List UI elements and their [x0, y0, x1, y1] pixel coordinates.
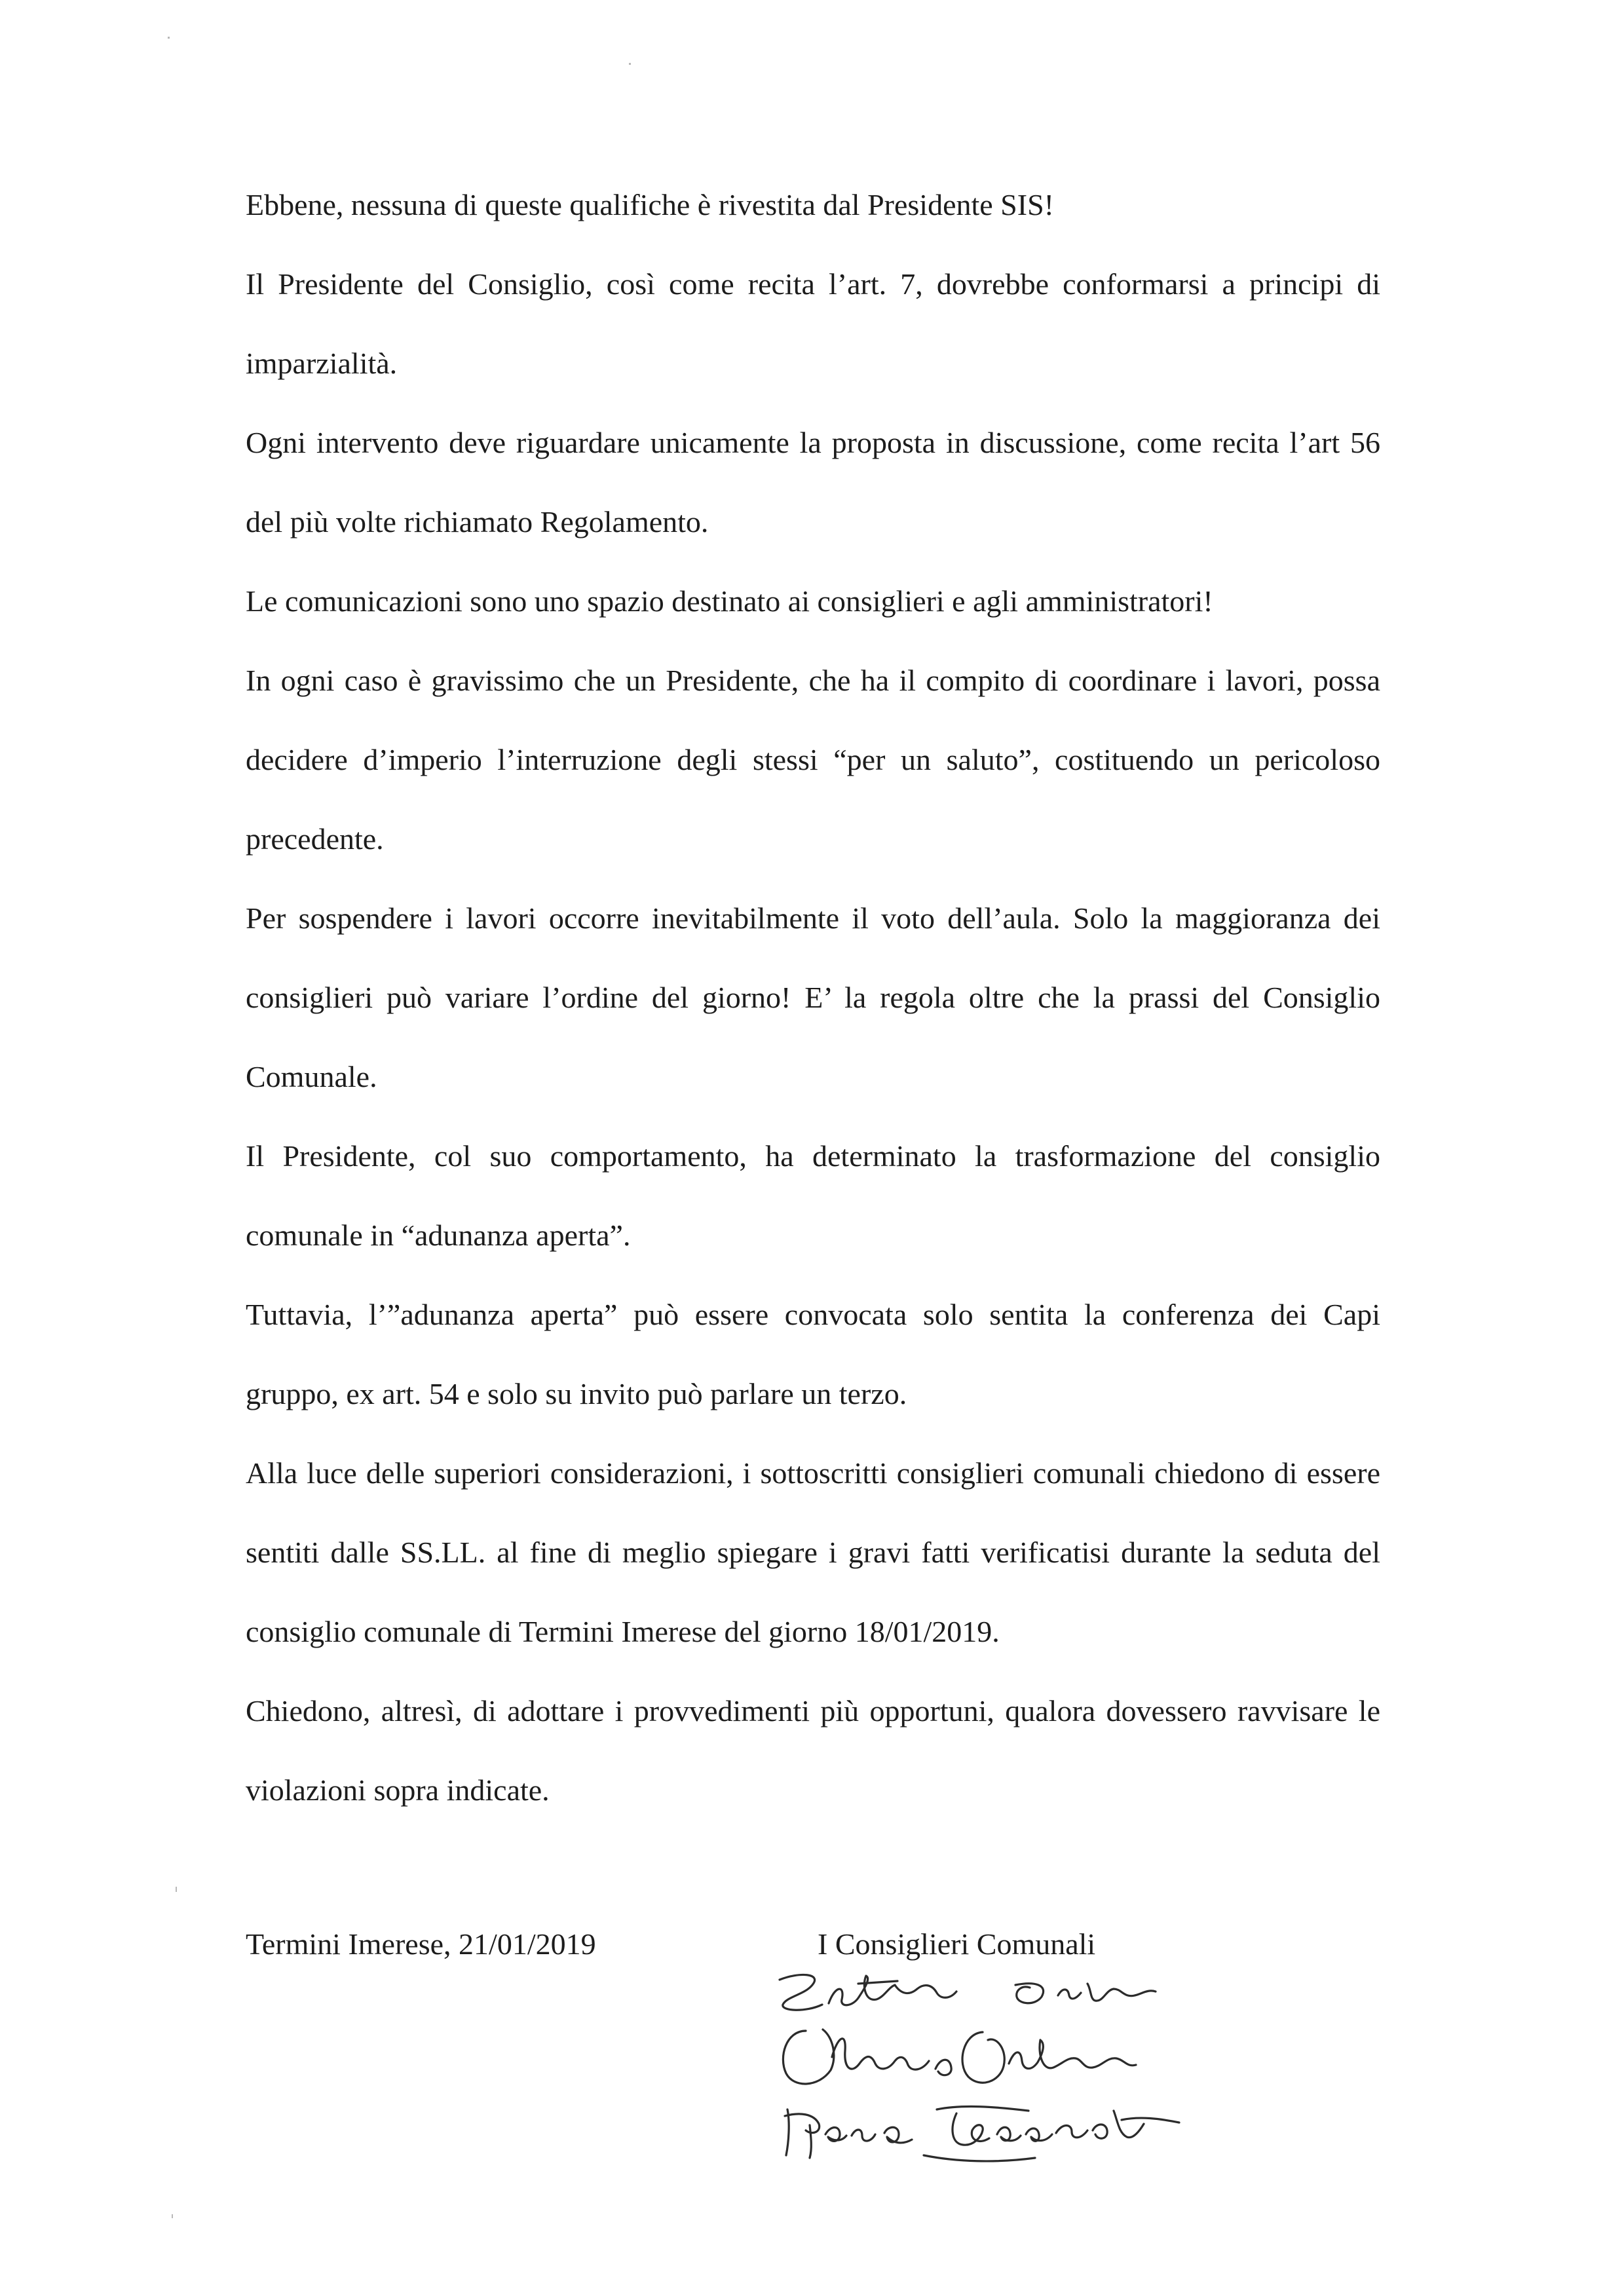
signature-stroke	[1026, 2128, 1052, 2141]
scan-mark	[172, 2214, 173, 2218]
signature-stroke	[852, 2130, 875, 2141]
signature-stroke	[935, 2060, 951, 2075]
signature-stroke	[829, 1976, 956, 2005]
paragraph: Le comunicazioni sono uno spazio destinato ai consiglieri e agli amministratori!	[246, 584, 1213, 618]
paragraph: Ogni intervento deve riguardare unicamente la proposta in discussione, come recita l’art 56 del più volte richiamato Regolamento.	[246, 426, 1380, 538]
paragraph: In ogni caso è gravissimo che un Presidente, che ha il compito di coordinare i lavori, possa decidere d’imperio l’interruzione degli stessi “per un saluto”, costituendo un pericoloso precedente.	[246, 664, 1380, 856]
letter-body	[246, 165, 1380, 1830]
paragraph: Chiedono, altresì, di adottare i provvedimenti più opportuni, qualora dovessero ravvisare le violazioni sopra indicate.	[246, 1694, 1380, 1807]
signature-stroke	[810, 2125, 811, 2158]
paragraph: Ebbene, nessuna di queste qualifiche è rivestita dal Presidente SIS!	[246, 188, 1054, 221]
signature-stroke	[1093, 2124, 1107, 2138]
scan-mark	[629, 63, 631, 65]
signers-heading: I Consiglieri Comunali	[818, 1927, 1096, 1961]
signature-stroke	[1015, 1984, 1044, 2003]
signature-stroke	[785, 2114, 820, 2133]
paragraph: Alla luce delle superiori considerazioni, i sottoscritti consiglieri comunali chiedono di essere sentiti dalle SS.LL. al fine di meglio spiegare i gravi fatti verificatisi durante la seduta del consiglio comunale di Termini Imerese del giorno 18/01/2019.	[246, 1456, 1380, 1648]
paragraph: Il Presidente del Consiglio, così come recita l’art. 7, dovrebbe conformarsi a principi di imparzialità.	[246, 267, 1380, 380]
signature-stroke	[832, 2039, 929, 2069]
handwritten-signatures	[760, 1959, 1258, 2168]
signature-stroke	[937, 2107, 1029, 2111]
signature-stroke	[1009, 2040, 1136, 2069]
signature-stroke	[884, 2127, 912, 2143]
signature-stroke	[1056, 2126, 1087, 2138]
scan-mark	[176, 1887, 177, 1892]
signature-stroke	[825, 2128, 846, 2142]
place-and-date: Termini Imerese, 21/01/2019	[246, 1927, 596, 1961]
signature-stroke	[962, 2032, 1004, 2083]
signature-stroke	[924, 2155, 1035, 2161]
paragraph: Tuttavia, l’”adunanza aperta” può essere convocata solo sentita la conferenza dei Capi gruppo, ex art. 54 e solo su invito può parlare un terzo.	[246, 1298, 1380, 1410]
signature-stroke	[783, 2030, 833, 2084]
signature-stroke	[1087, 1984, 1156, 2001]
scan-mark	[168, 37, 170, 39]
signature-stroke	[1058, 1990, 1081, 1999]
signature-stroke	[1114, 2111, 1144, 2138]
signature-stroke	[780, 1974, 822, 2010]
paragraph: Per sospendere i lavori occorre inevitabilmente il voto dell’aula. Solo la maggioranza dei consiglieri può variare l’ordine del giorno! E’ la regola oltre che la prassi del Consiglio Comunale.	[246, 901, 1380, 1093]
signature-stroke	[1122, 2118, 1179, 2123]
signature-stroke	[953, 2113, 989, 2145]
signature-stroke	[997, 2127, 1021, 2141]
paragraph: Il Presidente, col suo comportamento, ha determinato la trasformazione del consiglio comunale in “adunanza aperta”.	[246, 1139, 1380, 1252]
